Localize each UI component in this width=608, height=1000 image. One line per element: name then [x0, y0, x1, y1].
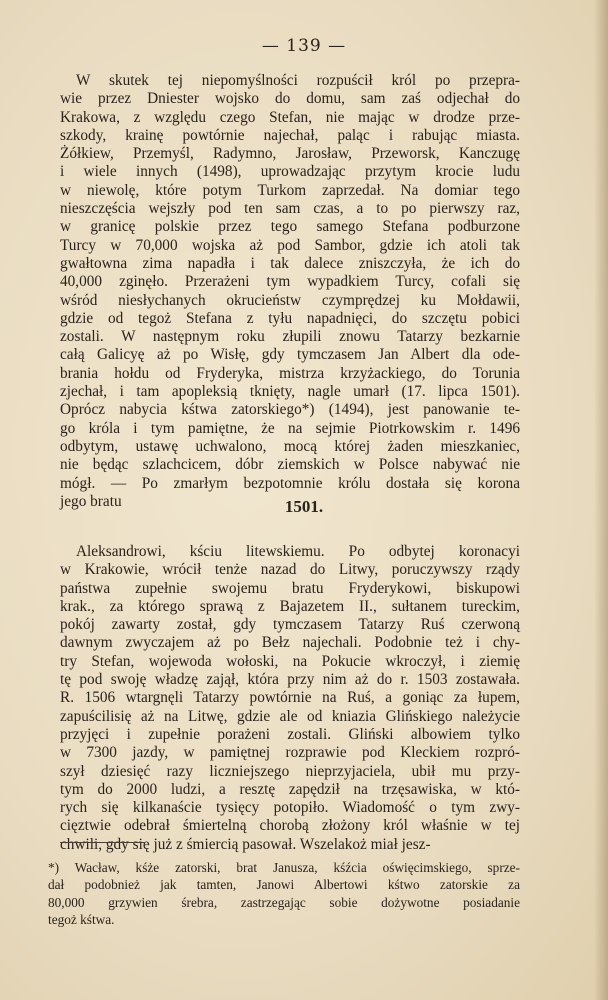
text-line: gdzie od tegoż Stefana z tyłu napadnięci, do szczętu pobici	[60, 309, 520, 327]
text-line: szył dziesięć razy liczniejszego nieprzyjaciela, ubił mu przy-	[60, 762, 520, 780]
text-line: zostali. W następnym roku złupili znowu Tatarzy bezkarnie	[60, 328, 520, 346]
text-line: dawnym zwyczajem aż po Bełz najechali. Podobnie też i chy-	[60, 634, 520, 652]
paragraph-2	[60, 543, 520, 854]
text-line: jego bratu	[60, 492, 122, 510]
text-line: zapuścilisię aż na Litwę, gdzie ale od kniazia Glińskiego należycie	[60, 707, 520, 725]
text-line: wśród niesłychanych okrucieństw czymprędzej ku Mołdawii,	[60, 291, 520, 309]
text-line: w granicę polskie przez tego samego Stefana podburzone	[60, 218, 520, 236]
text-line: Aleksandrowi, kściu litewskiemu. Po odbytej koronacyi	[76, 543, 520, 560]
paragraph-1	[60, 72, 520, 511]
text-line: Turcy w 70,000 wojska aż pod Sambor, gdzie ich atoli tak	[60, 236, 520, 254]
text-line: Żółkiew, Przemyśl, Radymno, Jarosław, Przeworsk, Kanczugę	[60, 145, 520, 163]
text-line: w Krakowie, wrócił tenże nazad do Litwy, poruczywszy rządy	[60, 561, 520, 579]
text-line: go króla i tym pamiętne, że na sejmie Piotrkowskim r. 1496	[60, 419, 520, 437]
text-line: chwili, gdy się już z śmiercią pasował. Wszelakoż miał jesz-	[60, 835, 431, 853]
text-line: wie przez Dniester wojsko do domu, sam zaś odjechał do	[60, 90, 520, 108]
text-line: gwałtowna zima napadła i tak dalece zniszczyła, że ich do	[60, 254, 520, 272]
text-line: i wiele innych (1498), uprowadzając przytym krocie ludu	[60, 163, 520, 181]
text-line: nieszczęścia wejszły pod ten sam czas, a to po pierwszy raz,	[60, 200, 520, 218]
text-line: rych się kilkanaście tysięcy potopiło. Wiadomość o tym zwy-	[60, 799, 520, 817]
text-line: całą Galicyę aż po Wisłę, gdy tymczasem Jan Albert dla ode-	[60, 346, 520, 364]
text-line: dał podobnież jak tamten, Janowi Albertowi kśtwo zatorskie za	[48, 877, 520, 893]
text-line: W skutek tej niepomyślności rozpuścił król po przepra-	[76, 72, 520, 89]
text-line: 80,000 grzywien śrebra, zastrzegając sobie dożywotne posiadanie	[48, 894, 520, 910]
text-line: w 7300 jazdy, w pamiętnej rozprawie pod Kleckiem rozpró-	[60, 744, 520, 762]
text-line: w niewolę, które potym Turkom zaprzedał. Na domiar tego	[60, 181, 520, 199]
text-line: R. 1506 wtargnęli Tatarzy powtórnie na Ruś, a goniąc za łupem,	[60, 689, 520, 707]
section-heading-year: 1501.	[284, 497, 324, 516]
footnote	[48, 859, 520, 929]
text-line: tę pod swoję władzę zajął, która przy nim aż do r. 1503 zostawała.	[60, 671, 520, 689]
text-line: Oprócz nabycia kśtwa zatorskiego*) (1494), jest panowanie te-	[60, 401, 520, 419]
text-line: szkody, krainę powtórnie najechał, paląc i rabując miasta.	[60, 126, 520, 144]
text-line: try Stefan, wojewoda wołoski, na Pokucie wkroczył, i ziemię	[60, 652, 520, 670]
text-line: nie będąc szlachcicem, dóbr ziemskich w Polsce nabywać nie	[60, 456, 520, 474]
footnote-rule	[60, 842, 144, 843]
text-line: brania hołdu od Fryderyka, mistrza krzyżackiego, do Torunia	[60, 364, 520, 382]
text-line: mógł. — Po zmarłym bezpotomnie królu dostała się korona	[60, 474, 520, 492]
text-line: 40,000 zginęło. Przerażeni tym wypadkiem Turcy, cofali się	[60, 273, 520, 291]
text-line: zjechał, i tam apopleksią tknięty, nagle umarł (17. lipca 1501).	[60, 383, 520, 401]
text-line: krak., za którego sprawą z Bajazetem II., sułtanem tureckim,	[60, 597, 520, 615]
text-line: *) Wacław, kśże zatorski, brat Janusza, kśźcia oświęcimskiego, sprze-	[48, 860, 520, 875]
text-line: przyjęci i zupełnie porażeni zostali. Gliński albowiem tylko	[60, 725, 520, 743]
text-line: państwa zupełnie swojemu bratu Fryderykowi, biskupowi	[60, 579, 520, 597]
text-line: tegoż kśtwa.	[48, 912, 115, 928]
text-line: cięztwie odebrał śmiertelną chorobą złożony król właśnie w tej	[60, 817, 520, 835]
text-line: odbytym, ustawę uchwalono, mocą której żaden mieszkaniec,	[60, 437, 520, 455]
page-number: — 139 —	[261, 36, 347, 56]
text-line: pokój zawarty został, gdy tymczasem Tatarzy Ruś czerwoną	[60, 616, 520, 634]
text-line: tym do 2000 ludzi, a resztę zapędził na trzęsawiska, w któ-	[60, 780, 520, 798]
text-line: Krakowa, z względu czego Stefan, nie mając w drodze prze-	[60, 108, 520, 126]
